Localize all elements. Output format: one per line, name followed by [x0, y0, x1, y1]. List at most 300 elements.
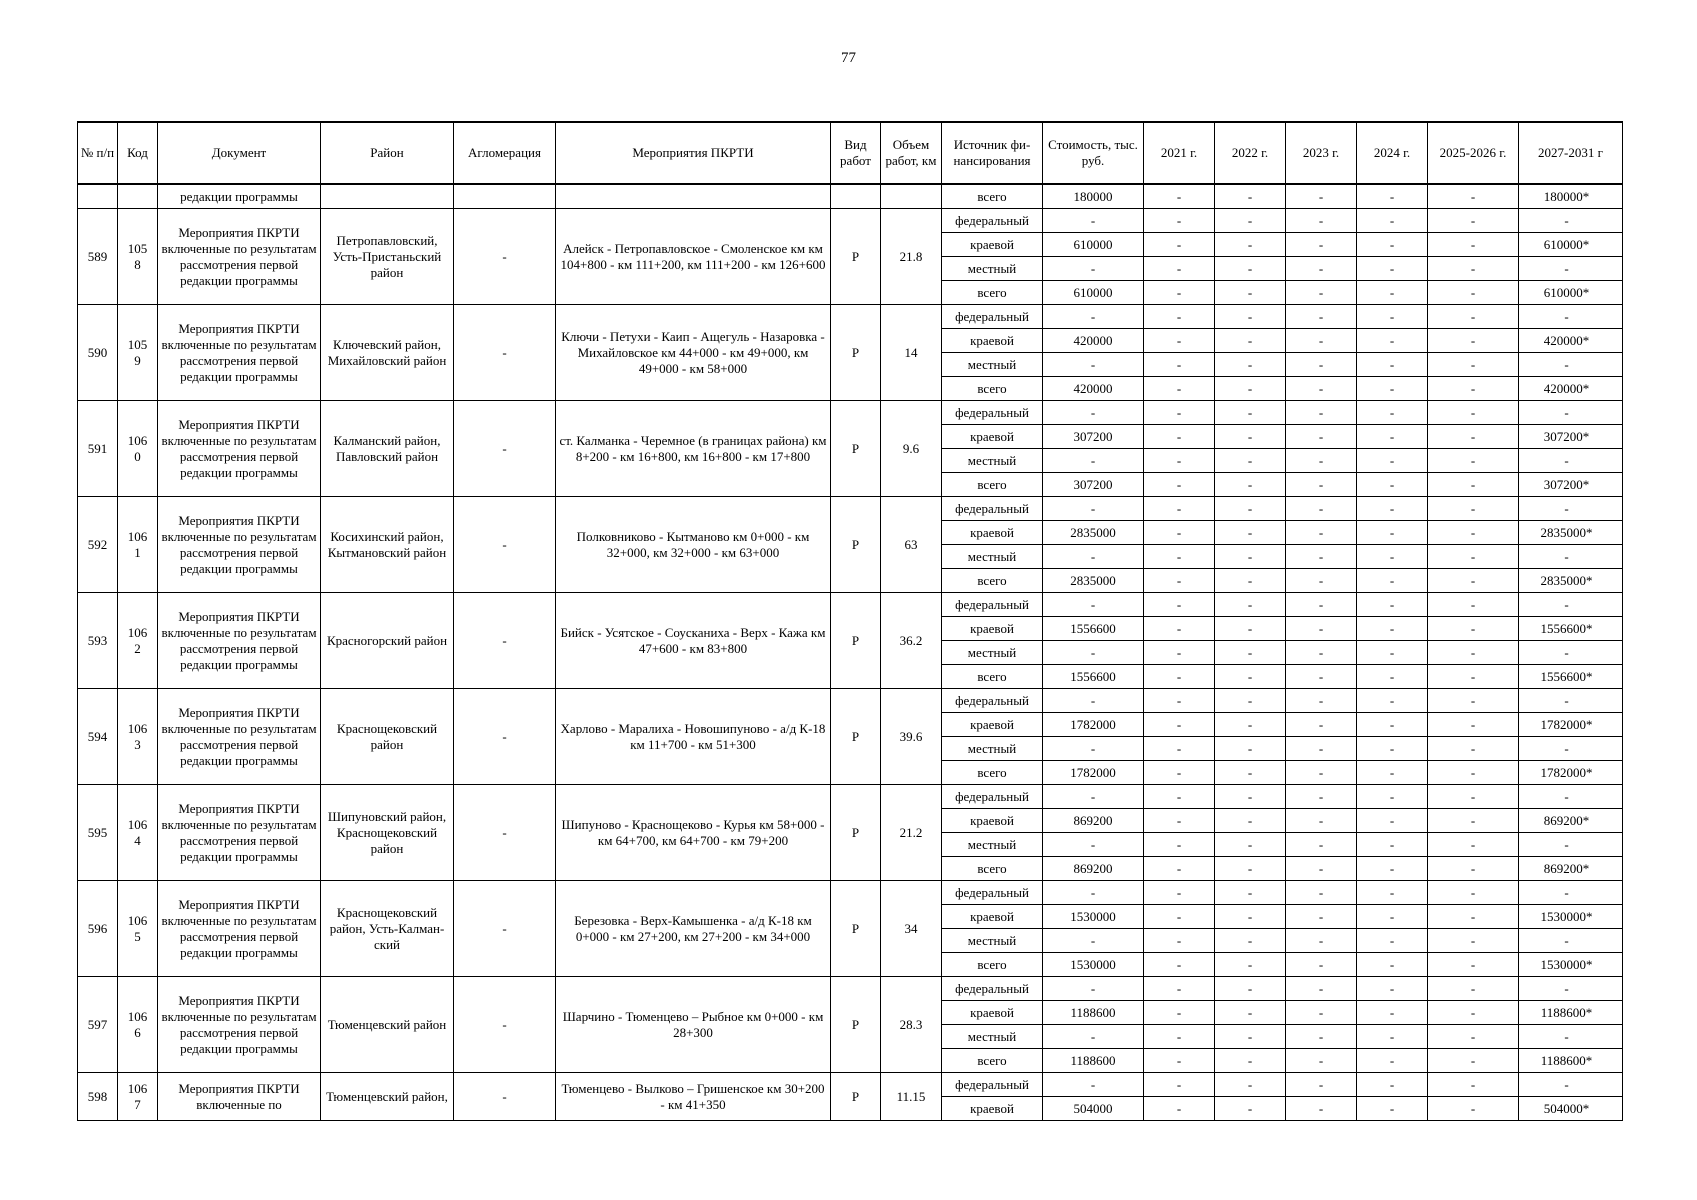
value-2025-2026: - [1428, 881, 1519, 905]
value-2025-2026: - [1428, 809, 1519, 833]
row-work-type: Р [831, 209, 881, 305]
value-2027-2031: - [1519, 881, 1623, 905]
cost-value: 1188600 [1043, 1049, 1144, 1073]
row-work-type: Р [831, 785, 881, 881]
value-2023: - [1286, 953, 1357, 977]
value-2025-2026: - [1428, 353, 1519, 377]
value-2027-2031: 610000* [1519, 233, 1623, 257]
value-2023: - [1286, 785, 1357, 809]
value-2021: - [1144, 257, 1215, 281]
carry-cost: 180000 [1043, 184, 1144, 209]
cost-value: - [1043, 1073, 1144, 1097]
header-cost: Стоимость, тыс. руб. [1043, 122, 1144, 184]
value-2027-2031: 869200* [1519, 857, 1623, 881]
header-2025-2026: 2025-2026 г. [1428, 122, 1519, 184]
row-code: 105 8 [118, 209, 158, 305]
value-2024: - [1357, 377, 1428, 401]
row-activity: Шарчино - Тюменцево – Рыбное км 0+000 - км 28+300 [556, 977, 831, 1073]
row-code: 105 9 [118, 305, 158, 401]
value-2023: - [1286, 305, 1357, 329]
value-2022: - [1215, 1097, 1286, 1121]
cost-value: 1530000 [1043, 905, 1144, 929]
funding-source: всего [942, 761, 1043, 785]
row-district: Калманский район, Павловский район [321, 401, 454, 497]
value-2022: - [1215, 761, 1286, 785]
value-2022: - [1215, 281, 1286, 305]
header-num: № п/п [78, 122, 118, 184]
value-2021: - [1144, 425, 1215, 449]
cost-value: - [1043, 929, 1144, 953]
value-2023: - [1286, 377, 1357, 401]
cost-value: - [1043, 737, 1144, 761]
value-2027-2031: 1188600* [1519, 1001, 1623, 1025]
value-2027-2031: 1188600* [1519, 1049, 1623, 1073]
row-volume: 21.8 [881, 209, 942, 305]
value-2023: - [1286, 497, 1357, 521]
value-2025-2026: - [1428, 209, 1519, 233]
table-row [78, 593, 1623, 617]
value-2024: - [1357, 809, 1428, 833]
value-2022: - [1215, 689, 1286, 713]
value-2022: - [1215, 1073, 1286, 1097]
row-agglomeration: - [454, 593, 556, 689]
value-2023: - [1286, 665, 1357, 689]
row-work-type: Р [831, 689, 881, 785]
value-2024: - [1357, 713, 1428, 737]
cost-value: - [1043, 785, 1144, 809]
value-2023: - [1286, 209, 1357, 233]
value-2027-2031: - [1519, 785, 1623, 809]
value-2024: - [1357, 761, 1428, 785]
carry-2021: - [1144, 184, 1215, 209]
row-work-type: Р [831, 881, 881, 977]
value-2022: - [1215, 257, 1286, 281]
funding-source: всего [942, 281, 1043, 305]
value-2024: - [1357, 929, 1428, 953]
funding-source: краевой [942, 617, 1043, 641]
row-document: Мероприятия ПКРТИ включенные по результатам рассмотрения первой редакции программы [158, 689, 321, 785]
row-work-type: Р [831, 497, 881, 593]
cost-value: - [1043, 497, 1144, 521]
table-header-row [78, 122, 1623, 184]
value-2022: - [1215, 305, 1286, 329]
value-2027-2031: 307200* [1519, 473, 1623, 497]
value-2024: - [1357, 1073, 1428, 1097]
value-2022: - [1215, 905, 1286, 929]
header-2027-2031: 2027-2031 г [1519, 122, 1623, 184]
value-2021: - [1144, 1001, 1215, 1025]
funding-source: местный [942, 257, 1043, 281]
value-2025-2026: - [1428, 737, 1519, 761]
value-2021: - [1144, 785, 1215, 809]
value-2025-2026: - [1428, 857, 1519, 881]
value-2023: - [1286, 521, 1357, 545]
funding-source: федеральный [942, 401, 1043, 425]
value-2027-2031: 1530000* [1519, 953, 1623, 977]
value-2022: - [1215, 1049, 1286, 1073]
table-row [78, 1073, 1623, 1097]
value-2025-2026: - [1428, 689, 1519, 713]
funding-source: краевой [942, 1097, 1043, 1121]
row-agglomeration: - [454, 401, 556, 497]
header-activity: Мероприятия ПКРТИ [556, 122, 831, 184]
carry-2022: - [1215, 184, 1286, 209]
page-number: 77 [841, 50, 856, 66]
value-2021: - [1144, 665, 1215, 689]
value-2025-2026: - [1428, 497, 1519, 521]
value-2021: - [1144, 641, 1215, 665]
row-volume: 28.3 [881, 977, 942, 1073]
value-2023: - [1286, 713, 1357, 737]
value-2021: - [1144, 521, 1215, 545]
value-2027-2031: 610000* [1519, 281, 1623, 305]
row-agglomeration: - [454, 1073, 556, 1121]
table-row [78, 401, 1623, 425]
value-2025-2026: - [1428, 329, 1519, 353]
funding-source: краевой [942, 329, 1043, 353]
funding-source: всего [942, 473, 1043, 497]
value-2021: - [1144, 833, 1215, 857]
row-number: 597 [78, 977, 118, 1073]
value-2021: - [1144, 881, 1215, 905]
value-2025-2026: - [1428, 425, 1519, 449]
carry-num [78, 184, 118, 209]
cost-value: 504000 [1043, 1097, 1144, 1121]
row-agglomeration: - [454, 977, 556, 1073]
value-2024: - [1357, 449, 1428, 473]
value-2024: - [1357, 233, 1428, 257]
cost-value: 869200 [1043, 809, 1144, 833]
value-2022: - [1215, 881, 1286, 905]
value-2024: - [1357, 545, 1428, 569]
cost-value: 2835000 [1043, 569, 1144, 593]
cost-value: - [1043, 689, 1144, 713]
value-2021: - [1144, 1073, 1215, 1097]
cost-value: - [1043, 545, 1144, 569]
value-2024: - [1357, 1001, 1428, 1025]
row-number: 592 [78, 497, 118, 593]
funding-source: местный [942, 545, 1043, 569]
funding-source: местный [942, 833, 1043, 857]
value-2022: - [1215, 953, 1286, 977]
cost-value: 610000 [1043, 233, 1144, 257]
value-2023: - [1286, 1073, 1357, 1097]
value-2025-2026: - [1428, 785, 1519, 809]
row-number: 593 [78, 593, 118, 689]
value-2021: - [1144, 1025, 1215, 1049]
row-number: 598 [78, 1073, 118, 1121]
value-2021: - [1144, 545, 1215, 569]
value-2023: - [1286, 1097, 1357, 1121]
value-2023: - [1286, 881, 1357, 905]
funding-source: всего [942, 569, 1043, 593]
value-2022: - [1215, 425, 1286, 449]
funding-source: всего [942, 1049, 1043, 1073]
value-2023: - [1286, 1049, 1357, 1073]
row-district: Тюменцевский район, [321, 1073, 454, 1121]
funding-source: федеральный [942, 593, 1043, 617]
carry-2027-2031: 180000* [1519, 184, 1623, 209]
value-2023: - [1286, 761, 1357, 785]
cost-value: - [1043, 401, 1144, 425]
row-work-type: Р [831, 1073, 881, 1121]
carry-source: всего [942, 184, 1043, 209]
carry-district [321, 184, 454, 209]
row-document: Мероприятия ПКРТИ включенные по результатам рассмотрения первой редакции программы [158, 785, 321, 881]
row-activity: Харлово - Маралиха - Новошипуново - а/д К-18 км 11+700 - км 51+300 [556, 689, 831, 785]
value-2025-2026: - [1428, 305, 1519, 329]
header-funding-source: Источник фи-нансирования [942, 122, 1043, 184]
row-district: Краснощековский район, Усть-Калман- ский [321, 881, 454, 977]
funding-source: всего [942, 377, 1043, 401]
row-activity: Шипуново - Краснощеково - Курья км 58+000 - км 64+700, км 64+700 - км 79+200 [556, 785, 831, 881]
row-number: 589 [78, 209, 118, 305]
cost-value: 869200 [1043, 857, 1144, 881]
value-2024: - [1357, 521, 1428, 545]
cost-value: - [1043, 209, 1144, 233]
value-2023: - [1286, 905, 1357, 929]
value-2021: - [1144, 929, 1215, 953]
value-2027-2031: - [1519, 545, 1623, 569]
value-2024: - [1357, 257, 1428, 281]
row-number: 596 [78, 881, 118, 977]
value-2022: - [1215, 545, 1286, 569]
value-2024: - [1357, 281, 1428, 305]
value-2022: - [1215, 377, 1286, 401]
value-2022: - [1215, 353, 1286, 377]
value-2022: - [1215, 233, 1286, 257]
value-2027-2031: - [1519, 641, 1623, 665]
header-volume: Объем работ, км [881, 122, 942, 184]
table-row [78, 977, 1623, 1001]
value-2024: - [1357, 353, 1428, 377]
cost-value: - [1043, 977, 1144, 1001]
value-2024: - [1357, 689, 1428, 713]
value-2025-2026: - [1428, 233, 1519, 257]
value-2027-2031: - [1519, 401, 1623, 425]
header-code: Код [118, 122, 158, 184]
value-2027-2031: - [1519, 929, 1623, 953]
value-2024: - [1357, 425, 1428, 449]
row-code: 106 2 [118, 593, 158, 689]
header-2022: 2022 г. [1215, 122, 1286, 184]
row-activity: Ключи - Петухи - Каип - Ащегуль - Назаровка - Михайловское км 44+000 - км 49+000, км 49+000 - км 58+000 [556, 305, 831, 401]
value-2021: - [1144, 737, 1215, 761]
value-2021: - [1144, 857, 1215, 881]
cost-value: 1188600 [1043, 1001, 1144, 1025]
carry-2025-2026: - [1428, 184, 1519, 209]
value-2027-2031: - [1519, 593, 1623, 617]
value-2027-2031: 307200* [1519, 425, 1623, 449]
value-2022: - [1215, 401, 1286, 425]
header-2024: 2024 г. [1357, 122, 1428, 184]
value-2027-2031: 1782000* [1519, 761, 1623, 785]
value-2024: - [1357, 209, 1428, 233]
value-2027-2031: - [1519, 257, 1623, 281]
value-2023: - [1286, 449, 1357, 473]
row-document: Мероприятия ПКРТИ включенные по результатам рассмотрения первой редакции программы [158, 881, 321, 977]
funding-source: краевой [942, 425, 1043, 449]
header-2021: 2021 г. [1144, 122, 1215, 184]
header-2023: 2023 г. [1286, 122, 1357, 184]
carry-activity [556, 184, 831, 209]
value-2023: - [1286, 929, 1357, 953]
value-2024: - [1357, 737, 1428, 761]
row-agglomeration: - [454, 785, 556, 881]
value-2022: - [1215, 1001, 1286, 1025]
funding-source: федеральный [942, 785, 1043, 809]
value-2025-2026: - [1428, 545, 1519, 569]
value-2025-2026: - [1428, 833, 1519, 857]
value-2023: - [1286, 1001, 1357, 1025]
value-2024: - [1357, 785, 1428, 809]
row-volume: 63 [881, 497, 942, 593]
value-2023: - [1286, 617, 1357, 641]
value-2024: - [1357, 641, 1428, 665]
funding-source: местный [942, 449, 1043, 473]
value-2027-2031: - [1519, 305, 1623, 329]
value-2021: - [1144, 473, 1215, 497]
value-2022: - [1215, 617, 1286, 641]
value-2023: - [1286, 569, 1357, 593]
value-2027-2031: 504000* [1519, 1097, 1623, 1121]
row-agglomeration: - [454, 497, 556, 593]
cost-value: - [1043, 353, 1144, 377]
value-2025-2026: - [1428, 473, 1519, 497]
cost-value: 420000 [1043, 377, 1144, 401]
row-code: 106 1 [118, 497, 158, 593]
value-2021: - [1144, 497, 1215, 521]
value-2023: - [1286, 977, 1357, 1001]
funding-source: федеральный [942, 1073, 1043, 1097]
value-2022: - [1215, 497, 1286, 521]
value-2023: - [1286, 257, 1357, 281]
value-2025-2026: - [1428, 713, 1519, 737]
value-2027-2031: - [1519, 353, 1623, 377]
row-volume: 36.2 [881, 593, 942, 689]
carry-work-type [831, 184, 881, 209]
cost-value: - [1043, 257, 1144, 281]
value-2027-2031: 1782000* [1519, 713, 1623, 737]
row-volume: 11.15 [881, 1073, 942, 1121]
value-2021: - [1144, 713, 1215, 737]
value-2027-2031: 420000* [1519, 329, 1623, 353]
row-activity: Березовка - Верх-Камышенка - а/д К-18 км 0+000 - км 27+200, км 27+200 - км 34+000 [556, 881, 831, 977]
value-2027-2031: 1530000* [1519, 905, 1623, 929]
value-2022: - [1215, 929, 1286, 953]
value-2027-2031: - [1519, 497, 1623, 521]
funding-source: краевой [942, 521, 1043, 545]
row-document: Мероприятия ПКРТИ включенные по результатам рассмотрения первой редакции программы [158, 977, 321, 1073]
row-district: Косихинский район, Кытмановский район [321, 497, 454, 593]
value-2022: - [1215, 713, 1286, 737]
value-2021: - [1144, 977, 1215, 1001]
value-2023: - [1286, 641, 1357, 665]
value-2025-2026: - [1428, 521, 1519, 545]
value-2024: - [1357, 593, 1428, 617]
value-2027-2031: 420000* [1519, 377, 1623, 401]
value-2024: - [1357, 1097, 1428, 1121]
value-2025-2026: - [1428, 1073, 1519, 1097]
carry-agglomeration [454, 184, 556, 209]
value-2023: - [1286, 833, 1357, 857]
funding-source: всего [942, 953, 1043, 977]
row-volume: 14 [881, 305, 942, 401]
value-2024: - [1357, 305, 1428, 329]
value-2024: - [1357, 401, 1428, 425]
funding-source: краевой [942, 1001, 1043, 1025]
carry-2023: - [1286, 184, 1357, 209]
value-2023: - [1286, 281, 1357, 305]
funding-source: местный [942, 1025, 1043, 1049]
table-body [78, 184, 1623, 1121]
value-2022: - [1215, 641, 1286, 665]
row-volume: 39.6 [881, 689, 942, 785]
row-district: Петропавловский, Усть-Пристаньский район [321, 209, 454, 305]
row-agglomeration: - [454, 305, 556, 401]
value-2027-2031: - [1519, 977, 1623, 1001]
program-table [77, 121, 1623, 1121]
value-2024: - [1357, 905, 1428, 929]
row-work-type: Р [831, 401, 881, 497]
row-activity: Тюменцево - Вылково – Гришенское км 30+200 - км 41+350 [556, 1073, 831, 1121]
value-2025-2026: - [1428, 641, 1519, 665]
row-code: 106 0 [118, 401, 158, 497]
value-2021: - [1144, 905, 1215, 929]
cost-value: 610000 [1043, 281, 1144, 305]
value-2027-2031: - [1519, 689, 1623, 713]
row-agglomeration: - [454, 881, 556, 977]
cost-value: - [1043, 833, 1144, 857]
value-2027-2031: 869200* [1519, 809, 1623, 833]
value-2025-2026: - [1428, 377, 1519, 401]
cost-value: 307200 [1043, 473, 1144, 497]
value-2021: - [1144, 401, 1215, 425]
value-2024: - [1357, 881, 1428, 905]
value-2022: - [1215, 857, 1286, 881]
cost-value: 2835000 [1043, 521, 1144, 545]
value-2025-2026: - [1428, 1049, 1519, 1073]
row-district: Тюменцевский район [321, 977, 454, 1073]
value-2023: - [1286, 593, 1357, 617]
carry-code [118, 184, 158, 209]
row-volume: 21.2 [881, 785, 942, 881]
value-2023: - [1286, 425, 1357, 449]
row-volume: 9.6 [881, 401, 942, 497]
value-2025-2026: - [1428, 617, 1519, 641]
header-document: Документ [158, 122, 321, 184]
row-district: Красногорский район [321, 593, 454, 689]
cost-value: - [1043, 881, 1144, 905]
row-code: 106 6 [118, 977, 158, 1073]
value-2022: - [1215, 833, 1286, 857]
value-2021: - [1144, 617, 1215, 641]
header-work-type: Вид работ [831, 122, 881, 184]
value-2024: - [1357, 569, 1428, 593]
funding-source: всего [942, 665, 1043, 689]
value-2025-2026: - [1428, 569, 1519, 593]
value-2025-2026: - [1428, 449, 1519, 473]
value-2025-2026: - [1428, 281, 1519, 305]
row-number: 590 [78, 305, 118, 401]
row-document: Мероприятия ПКРТИ включенные по результатам рассмотрения первой редакции программы [158, 209, 321, 305]
row-district: Краснощековский район [321, 689, 454, 785]
carry-volume [881, 184, 942, 209]
row-work-type: Р [831, 593, 881, 689]
value-2022: - [1215, 449, 1286, 473]
row-document: Мероприятия ПКРТИ включенные по результатам рассмотрения первой редакции программы [158, 497, 321, 593]
value-2022: - [1215, 1025, 1286, 1049]
